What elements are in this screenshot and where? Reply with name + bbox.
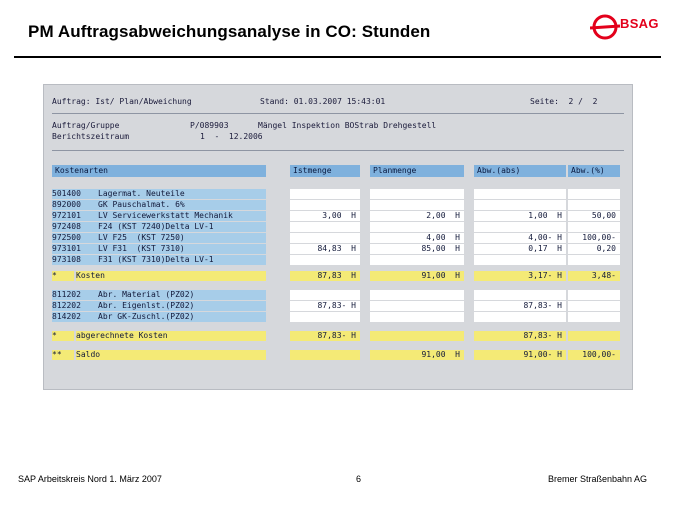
summary-label: Kosten xyxy=(76,271,266,281)
variance-percent: 100,00- xyxy=(568,350,620,360)
variance-absolute xyxy=(474,255,566,265)
cost-element-description: LV F25 (KST 7250) xyxy=(98,233,266,243)
variance-absolute: 3,17- H xyxy=(474,271,566,281)
variance-percent xyxy=(568,312,620,322)
cost-element-description: Abr. Material (PZ02) xyxy=(98,290,266,300)
column-header-plan: Planmenge xyxy=(370,165,464,177)
period-value: 1 - 12.2006 xyxy=(200,132,263,141)
cost-element-description: GK Pauschalmat. 6% xyxy=(98,200,266,210)
variance-percent xyxy=(568,255,620,265)
actual-quantity: 3,00 H xyxy=(290,211,360,221)
plan-quantity: 85,00 H xyxy=(370,244,464,254)
footer-right: Bremer Straßenbahn AG xyxy=(548,474,648,484)
table-row xyxy=(52,189,624,199)
plan-quantity xyxy=(370,222,464,232)
variance-absolute: 91,00- H xyxy=(474,350,566,360)
column-header-actual: Istmenge xyxy=(290,165,360,177)
plan-quantity xyxy=(370,301,464,311)
actual-quantity xyxy=(290,255,360,265)
actual-quantity: 84,83 H xyxy=(290,244,360,254)
order-label: Auftrag/Gruppe xyxy=(52,121,120,130)
plan-quantity: 2,00 H xyxy=(370,211,464,221)
summary-label: Saldo xyxy=(76,350,266,360)
variance-absolute xyxy=(474,189,566,199)
variance-absolute xyxy=(474,312,566,322)
plan-quantity xyxy=(370,200,464,210)
summary-row xyxy=(52,350,624,360)
variance-absolute xyxy=(474,222,566,232)
bsag-logo xyxy=(590,12,660,42)
summary-row xyxy=(52,331,624,341)
plan-quantity xyxy=(370,290,464,300)
table-row xyxy=(52,244,624,254)
variance-percent xyxy=(568,200,620,210)
cost-element-code: 811202 xyxy=(52,290,98,300)
actual-quantity xyxy=(290,233,360,243)
table-row xyxy=(52,211,624,221)
actual-quantity xyxy=(290,222,360,232)
actual-quantity xyxy=(290,200,360,210)
plan-quantity xyxy=(370,312,464,322)
cost-element-description: F24 (KST 7240)Delta LV-1 xyxy=(98,222,266,232)
actual-quantity xyxy=(290,312,360,322)
table-row xyxy=(52,233,624,243)
table-row xyxy=(52,312,624,322)
table-row xyxy=(52,222,624,232)
report-page-indicator: Seite: 2 / 2 xyxy=(530,97,598,106)
report-header-date: Stand: 01.03.2007 15:43:01 xyxy=(260,97,386,106)
actual-quantity xyxy=(290,290,360,300)
summary-mark: * xyxy=(52,271,74,281)
cost-element-description: Abr GK-Zuschl.(PZ02) xyxy=(98,312,266,322)
table-row xyxy=(52,290,624,300)
table-row xyxy=(52,301,624,311)
column-header-cost-type: Kostenarten xyxy=(52,165,266,177)
sap-report-screenshot xyxy=(43,84,633,390)
plan-quantity: 91,00 H xyxy=(370,350,464,360)
order-description: Mängel Inspektion BOStrab Drehgestell xyxy=(258,121,437,130)
cost-element-description: Lagermat. Neuteile xyxy=(98,189,266,199)
header-separator xyxy=(52,113,624,114)
order-value: P/089903 xyxy=(190,121,229,130)
variance-percent: 50,00 xyxy=(568,211,620,221)
cost-element-code: 972500 xyxy=(52,233,98,243)
cost-element-description: LV F31 (KST 7310) xyxy=(98,244,266,254)
table-row xyxy=(52,200,624,210)
table-row xyxy=(52,255,624,265)
variance-percent: 100,00- xyxy=(568,233,620,243)
plan-quantity xyxy=(370,331,464,341)
footer-page-number: 6 xyxy=(356,474,362,484)
plan-quantity: 91,00 H xyxy=(370,271,464,281)
actual-quantity: 87,83- H xyxy=(290,331,360,341)
cost-element-description: F31 (KST 7310)Delta LV-1 xyxy=(98,255,266,265)
brand-name: BSAG xyxy=(620,16,659,31)
cost-element-code: 812202 xyxy=(52,301,98,311)
summary-mark: * xyxy=(52,331,74,341)
variance-absolute xyxy=(474,290,566,300)
variance-percent xyxy=(568,301,620,311)
footer-left: SAP Arbeitskreis Nord 1. März 2007 xyxy=(18,474,162,484)
variance-absolute xyxy=(474,200,566,210)
variance-absolute: 87,83- H xyxy=(474,331,566,341)
plan-quantity: 4,00 H xyxy=(370,233,464,243)
actual-quantity: 87,83- H xyxy=(290,301,360,311)
title-rule xyxy=(14,56,661,58)
variance-absolute: 87,83- H xyxy=(474,301,566,311)
variance-percent: 0,20 xyxy=(568,244,620,254)
cost-element-code: 814202 xyxy=(52,312,98,322)
cost-element-code: 973108 xyxy=(52,255,98,265)
plan-quantity xyxy=(370,189,464,199)
cost-element-code: 501400 xyxy=(52,189,98,199)
column-header-variance-pct: Abw.(%) xyxy=(568,165,620,177)
variance-percent xyxy=(568,189,620,199)
slide-title: PM Auftragsabweichungsanalyse in CO: Stunden xyxy=(28,22,431,41)
variance-percent xyxy=(568,290,620,300)
variance-percent: 3,48- xyxy=(568,271,620,281)
summary-mark: ** xyxy=(52,350,74,360)
summary-row xyxy=(52,271,624,281)
plan-quantity xyxy=(370,255,464,265)
actual-quantity xyxy=(290,189,360,199)
column-header-variance-abs: Abw.(abs) xyxy=(474,165,566,177)
actual-quantity xyxy=(290,350,360,360)
bsag-logo-icon xyxy=(590,12,620,42)
period-label: Berichtszeitraum xyxy=(52,132,130,141)
cost-element-code: 972101 xyxy=(52,211,98,221)
block-separator xyxy=(52,150,624,151)
cost-element-code: 972408 xyxy=(52,222,98,232)
variance-absolute: 0,17 H xyxy=(474,244,566,254)
summary-label: abgerechnete Kosten xyxy=(76,331,266,341)
report-header-left: Auftrag: Ist/ Plan/Abweichung xyxy=(52,97,192,106)
cost-element-code: 973101 xyxy=(52,244,98,254)
cost-element-description: LV Servicewerkstatt Mechanik xyxy=(98,211,266,221)
variance-percent xyxy=(568,222,620,232)
variance-percent xyxy=(568,331,620,341)
actual-quantity: 87,83 H xyxy=(290,271,360,281)
cost-element-code: 892000 xyxy=(52,200,98,210)
variance-absolute: 4,00- H xyxy=(474,233,566,243)
variance-absolute: 1,00 H xyxy=(474,211,566,221)
cost-element-description: Abr. Eigenlst.(PZ02) xyxy=(98,301,266,311)
